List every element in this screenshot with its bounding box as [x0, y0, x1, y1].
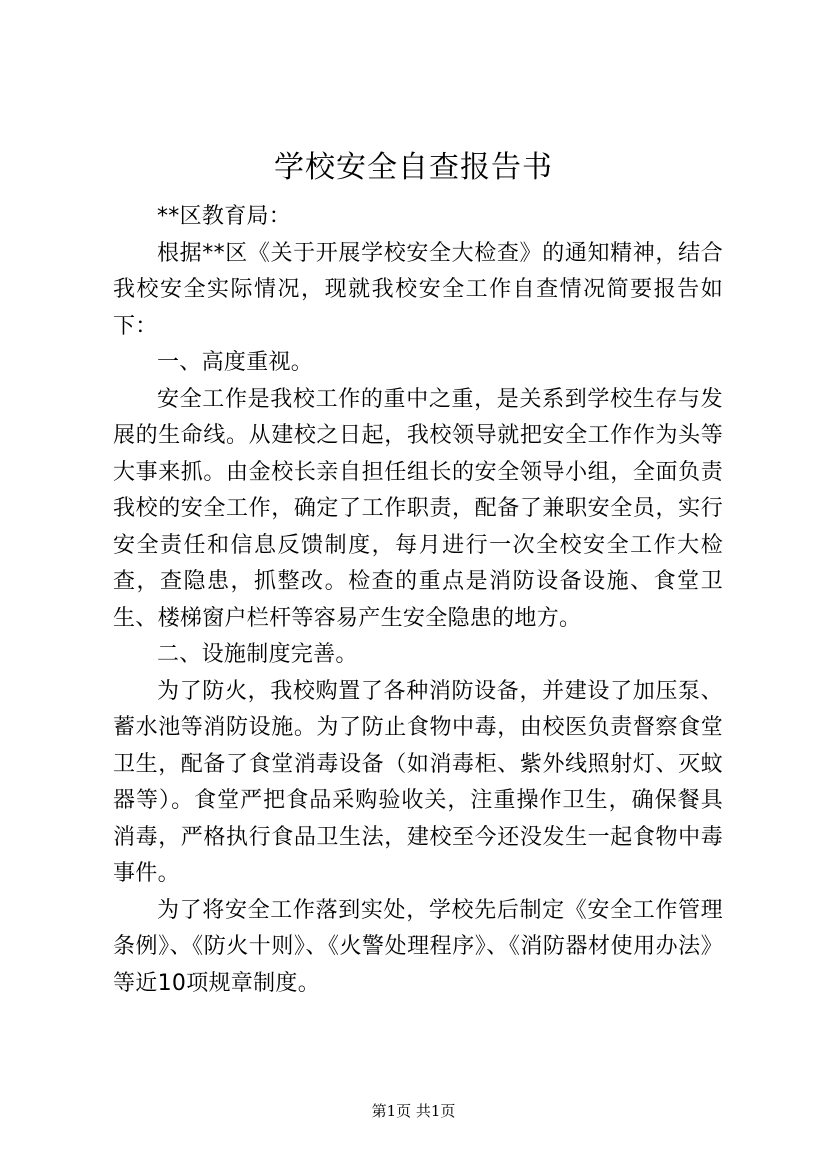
document-title: 学校安全自查报告书: [274, 150, 553, 185]
section-heading-2: 二、设施制度完善。: [157, 642, 358, 667]
section-2-regulations-paragraph: 为了将安全工作落到实处，学校先后制定《安全工作管理条例》、《防火十则》、《火警处理程序》、《消防器材使用办法》等近10项规章制度。: [113, 897, 723, 996]
section-1-paragraph: 安全工作是我校工作的重中之重，是关系到学校生存与发展的生命线。从建校之日起，我校领导就把安全工作作为头等大事来抓。由金校长亲自担任组长的安全领导小组，全面负责我校的安全工作，确定了工作职责，配备了兼职安全员，实行安全责任和信息反馈制度，每月进行一次全校安全工作大检查，查隐患，抓整改。检查的重点是消防设备设施、食堂卫生、楼梯窗户栏杆等容易产生安全隐患的地方。: [113, 386, 723, 631]
salutation-paragraph: **区教育局：: [157, 204, 292, 229]
intro-paragraph: 根据**区《关于开展学校安全大检查》的通知精神，结合我校安全实际情况，现就我校安全工作自查情况简要报告如下：: [113, 240, 723, 339]
page-footer: 第1页 共1页: [371, 1102, 456, 1120]
section-heading-1: 一、高度重视。: [157, 350, 314, 375]
section-2-paragraph: 为了防火，我校购置了各种消防设备，并建设了加压泵、蓄水池等消防设施。为了防止食物中毒，由校医负责督察食堂卫生，配备了食堂消毒设备（如消毒柜、紫外线照射灯、灭蚊器等）。食堂严把食品采购验收关，注重操作卫生，确保餐具消毒，严格执行食品卫生法，建校至今还没发生一起食物中毒事件。: [113, 678, 723, 886]
document-body: [113, 199, 723, 1002]
